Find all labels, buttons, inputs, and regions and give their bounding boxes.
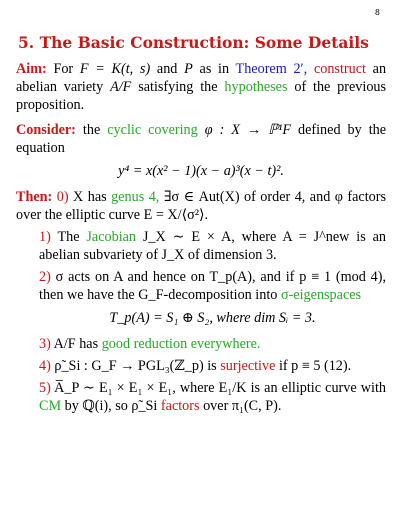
aim-text: For F = K(t, s) and P as in Theorem 2′, construct an abelian variety A/F satisfying the hypotheses of the previous proposition. bbox=[16, 61, 387, 113]
theorem-link[interactable]: Theorem 2′, bbox=[235, 61, 308, 77]
aim-paragraph bbox=[16, 60, 386, 114]
slide-body bbox=[16, 60, 386, 422]
slide-title: 5. The Basic Construction: Some Details bbox=[18, 33, 369, 52]
item-5: 5) A̅_P ∼ E₁ × E₁ × E₁, where E₁/K is an elliptic curve with CM by ℚ(i), so ρ̃_Si factors over π₁(C, P). bbox=[39, 380, 386, 414]
consider-label: Consider: bbox=[16, 122, 76, 138]
then-paragraph bbox=[16, 188, 386, 415]
page-number: 8 bbox=[374, 8, 380, 17]
item-1: 1) The Jacobian J_X ∼ E × A, where A = J^new is an abelian subvariety of J_X of dimension 3. bbox=[39, 229, 387, 263]
then-label: Then: bbox=[16, 189, 53, 205]
item-2: 2) σ acts on A and hence on T_p(A), and if p ≡ 1 (mod 4), then we have the G_F-decomposition into σ-eigenspaces T_p(A) = S₁ ⊕ S₂, where dim Sᵢ = 3. bbox=[39, 269, 386, 326]
item-0: Then: 0) X has genus 4, ∃σ ∈ Aut(X) of order 4, and φ factors over the elliptic curve E = X/⟨σ²⟩. bbox=[16, 189, 387, 223]
aim-label: Aim: bbox=[16, 61, 47, 77]
item-3: 3) A/F has good reduction everywhere. bbox=[39, 336, 261, 352]
covering-equation: y⁴ = x(x² − 1)(x − a)³(x − t)². bbox=[118, 163, 284, 179]
item-4: 4) ρ̃_Si : G_F → PGL₃(ℤ_p) is surjective if p ≡ 5 (12). bbox=[39, 358, 352, 374]
consider-paragraph: Consider: the cyclic covering φ : X → ℙ¹F defined by the equation y⁴ = x(x² − 1)(x − a)³(x − t)². bbox=[16, 122, 387, 179]
decomposition-equation: T_p(A) = S₁ ⊕ S₂, where dim Sᵢ = 3. bbox=[109, 310, 316, 326]
